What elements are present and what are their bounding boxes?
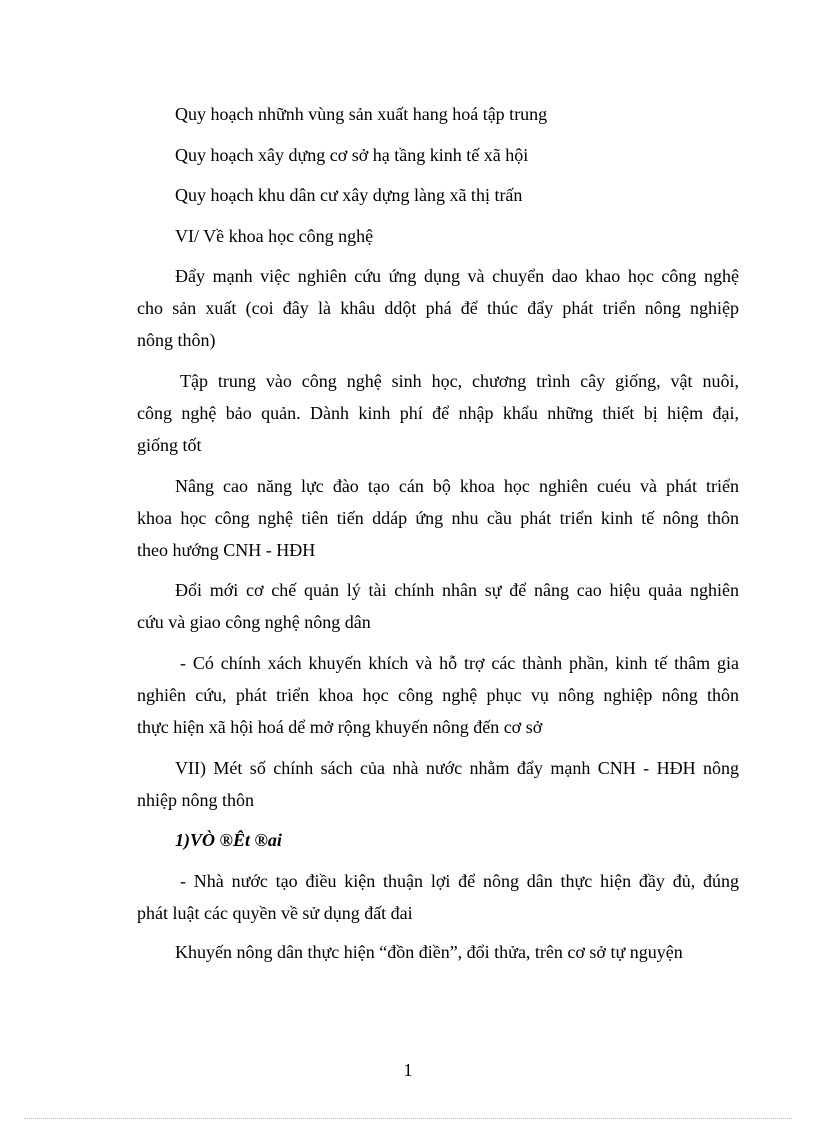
paragraph-line: khoa học công nghệ tiên tiến ddáp ứng nhu cầu phát triển kinh tế nông thôn — [137, 508, 739, 528]
paragraph-line: Tập trung vào công nghệ sinh học, chương trình cây giống, vật nuôi, — [180, 371, 739, 391]
paragraph-line: phát luật các quyền về sử dụng đất đai — [137, 903, 413, 923]
subsection-heading: 1)VÒ ®Êt ®ai — [175, 830, 282, 850]
paragraph-line: thực hiện xã hội hoá dể mở rộng khuyến nông đến cơ sở — [137, 717, 543, 737]
paragraph-line: cứu và giao công nghệ nông dân — [137, 612, 371, 632]
paragraph-text: Quy hoạch xây dựng cơ sở hạ tầng kinh tế xã hội — [175, 145, 529, 165]
paragraph-line: - Nhà nước tạo điều kiện thuận lợi để nông dân thực hiện đầy đủ, đúng — [180, 871, 739, 891]
paragraph-line: nông thôn) — [137, 330, 216, 350]
paragraph-line: Nâng cao năng lực đào tạo cán bộ khoa học nghiên cuéu và phát triển — [175, 476, 739, 496]
section-heading-line: VII) Mét số chính sách của nhà nước nhằm đẩy mạnh CNH - HĐH nông — [175, 758, 739, 778]
paragraph-line: công nghệ bảo quản. Dành kinh phí để nhập khẩu những thiết bị hiệm đại, — [137, 403, 739, 423]
section-heading: VI/ Về khoa học công nghệ — [175, 226, 374, 246]
paragraph-line: Đổi mới cơ chế quản lý tài chính nhân sự để nâng cao hiệu quảa nghiên — [175, 580, 739, 600]
page-number: 1 — [403, 1060, 413, 1080]
paragraph-text: Quy hoạch khu dân cư xây dựng làng xã thị trấn — [175, 185, 523, 205]
paragraph-line: cho sản xuất (coi đây là khâu ddột phá để thúc đẩy phát triển nông nghiệp — [137, 298, 739, 318]
paragraph-line: Đẩy mạnh việc nghiên cứu ứng dụng và chuyển dao khao học công nghệ — [175, 266, 739, 286]
section-heading-line: nhiệp nông thôn — [137, 790, 254, 810]
paragraph-text: Quy hoạch nhữnh vùng sản xuất hang hoá tập trung — [175, 104, 548, 124]
paragraph-line: nghiên cứu, phát triển khoa học công nghệ phục vụ nông nghiệp nông thôn — [137, 685, 739, 705]
paragraph-line: theo hướng CNH - HĐH — [137, 540, 316, 560]
paragraph-text: Khuyến nông dân thực hiện “đồn điền”, đổi thửa, trên cơ sở tự nguyện — [175, 942, 683, 962]
page-bottom-divider — [24, 1118, 792, 1119]
paragraph-line: giống tốt — [137, 435, 202, 455]
paragraph-line: - Có chính xách khuyến khích và hỗ trợ các thành phần, kinh tế thâm gia — [180, 653, 739, 673]
